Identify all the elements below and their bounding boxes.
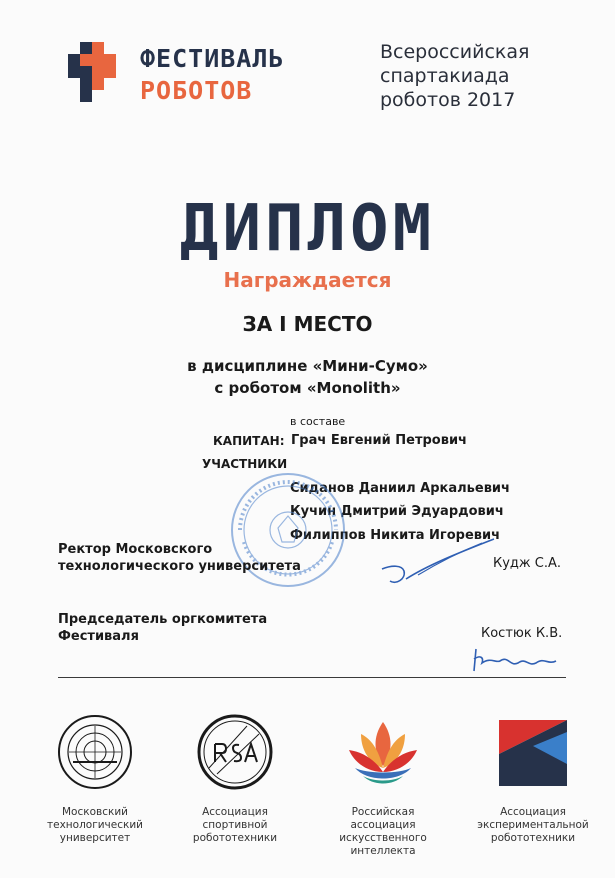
members-label: УЧАСТНИКИ bbox=[202, 457, 288, 471]
awarded-label: Награждается bbox=[223, 268, 392, 292]
chairman-signature-icon bbox=[470, 645, 560, 675]
member-name: Кучин Дмитрий Эдуардович bbox=[290, 504, 504, 519]
discipline-block bbox=[0, 355, 615, 399]
partner-caption-line: робототехники bbox=[192, 832, 278, 844]
festival-logo-line2: РОБОТОВ bbox=[140, 76, 253, 105]
captain-name: Грач Евгений Петрович bbox=[291, 433, 467, 448]
member-name: Филиппов Никита Игоревич bbox=[290, 528, 501, 543]
divider-line bbox=[58, 677, 566, 678]
rector-signature-icon bbox=[378, 535, 498, 590]
partner-raii bbox=[318, 712, 448, 858]
mirea-emblem-icon bbox=[55, 712, 135, 792]
rector-role-line: Ректор Московского bbox=[58, 542, 213, 557]
partner-rsa bbox=[170, 712, 300, 845]
partner-caption-line: робототехники bbox=[490, 832, 576, 844]
member-name: Сиданов Даниил Аркальевич bbox=[290, 481, 510, 496]
chairman-role-line: Председатель оргкомитета bbox=[58, 612, 268, 627]
partner-caption-line: спортивной bbox=[202, 819, 268, 831]
event-name-line: Всероссийская bbox=[380, 41, 530, 63]
partner-caption-line: экспериментальной bbox=[477, 819, 589, 831]
partner-caption bbox=[30, 806, 160, 845]
partner-caption bbox=[468, 806, 598, 845]
rector-role bbox=[58, 541, 301, 575]
discipline-line: в дисциплине «Мини-Сумо» bbox=[187, 357, 428, 375]
festival-logo-icon bbox=[68, 42, 128, 102]
chairman-name: Костюк К.В. bbox=[481, 626, 563, 641]
event-name-line: роботов 2017 bbox=[380, 89, 516, 111]
diploma-title: ДИПЛОМ bbox=[179, 192, 436, 266]
composition-label: в составе bbox=[290, 415, 346, 428]
partner-caption-line: искусственного bbox=[339, 832, 427, 844]
raii-lotus-icon bbox=[343, 712, 423, 792]
partner-caption-line: Ассоциация bbox=[500, 806, 566, 818]
partner-aer bbox=[468, 712, 598, 845]
partner-caption-line: технологический bbox=[47, 819, 143, 831]
captain-label: КАПИТАН: bbox=[213, 434, 285, 448]
place-label: ЗА I МЕСТО bbox=[242, 312, 373, 336]
partner-caption bbox=[170, 806, 300, 845]
event-name-line: спартакиада bbox=[380, 65, 510, 87]
partner-caption-line: Ассоциация bbox=[202, 806, 268, 818]
chairman-role-line: Фестиваля bbox=[58, 629, 139, 644]
event-name bbox=[380, 40, 580, 112]
aer-square-icon bbox=[493, 712, 573, 792]
partner-caption-line: университет bbox=[59, 832, 131, 844]
rector-role-line: технологического университета bbox=[58, 559, 301, 574]
rector-name: Кудж С.А. bbox=[493, 556, 561, 571]
partner-caption-line: Московский bbox=[62, 806, 128, 818]
chairman-role bbox=[58, 611, 267, 645]
partner-caption-line: ассоциация bbox=[350, 819, 416, 831]
robot-line: с роботом «Monolith» bbox=[214, 379, 401, 397]
partner-caption-line: интеллекта bbox=[350, 845, 416, 857]
partner-mirea bbox=[30, 712, 160, 845]
partner-caption bbox=[318, 806, 448, 858]
festival-logo-line1: ФЕСТИВАЛЬ bbox=[140, 44, 285, 73]
partner-caption-line: Российская bbox=[351, 806, 415, 818]
rsa-emblem-icon bbox=[195, 712, 275, 792]
